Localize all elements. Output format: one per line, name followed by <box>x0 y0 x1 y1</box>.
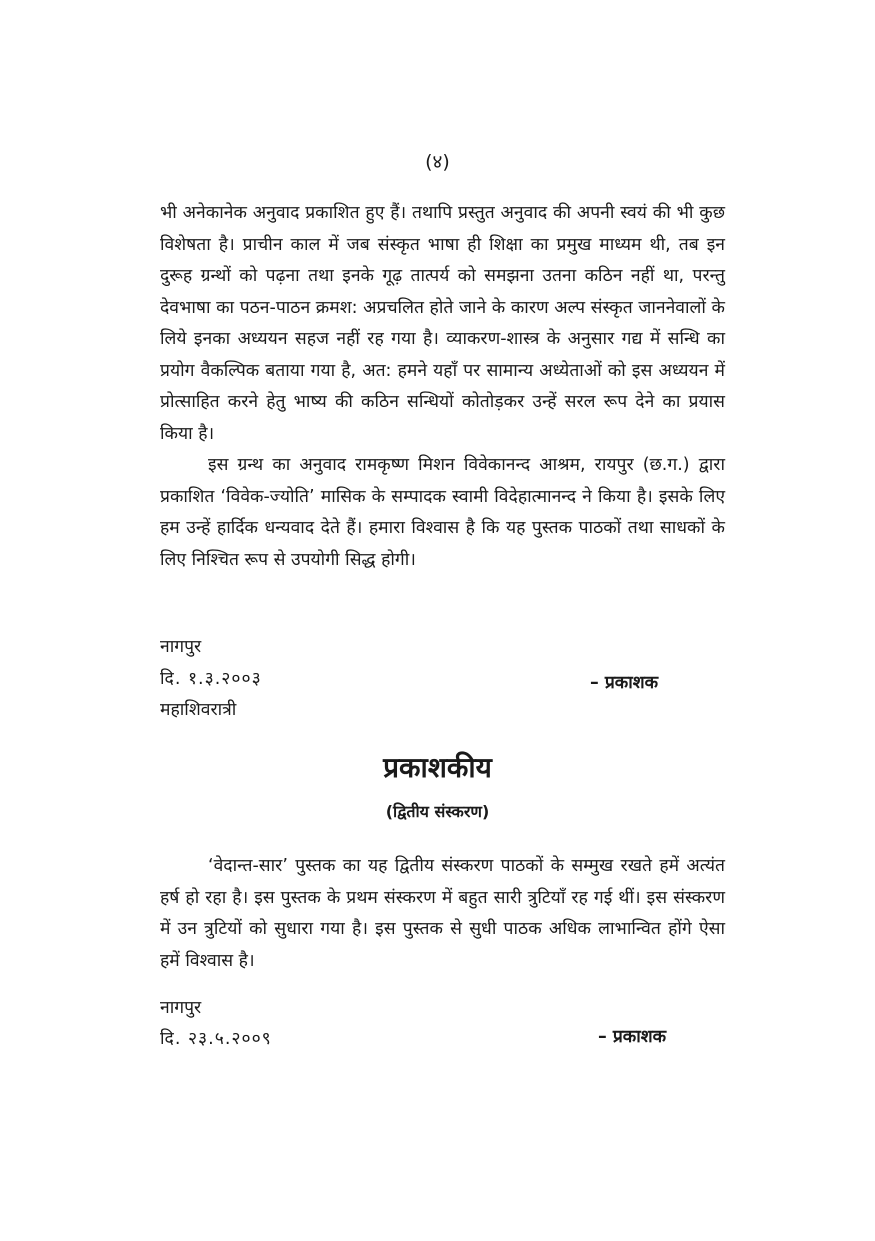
section-1-paragraph-1: भी अनेकानेक अनुवाद प्रकाशित हुए हैं। तथापि प्रस्तुत अनुवाद की अपनी स्वयं की भी कुछ विशेषता है। प्राचीन काल में जब संस्कृत भाषा ही शिक्षा का प्रमुख माध्यम थी, तब इन दुरूह ग्रन्थों को पढ़ना तथा इनके गूढ़ तात्पर्य को समझना उतना कठिन नहीं था, परन्तु देवभाषा का पठन-पाठन क्रमश: अप्रचलित होते जाने के कारण अल्प संस्कृत जाननेवालों के लिये इनका अध्ययन सहज नहीं रह गया है। व्याकरण-शास्त्र के अनुसार गद्य में सन्धि का प्रयोग वैकल्पिक बताया गया है, अत: हमने यहाँ पर सामान्य अध्येताओं को इस अध्ययन में प्रोत्साहित करने हेतु भाष्य की कठिन सन्धियों कोतोड़कर उन्हें सरल रूप देने का प्रयास किया है। <box>160 203 725 444</box>
section-2-body <box>160 851 725 977</box>
section-1-date: दि. १.३.२००३ <box>160 669 262 689</box>
section-2-place: नागपुर <box>160 998 202 1018</box>
section-1-place: नागपुर <box>160 637 202 657</box>
section-2-paragraph: ‘वेदान्त-सार’ पुस्तक का यह द्वितीय संस्करण पाठकों के सम्मुख रखते हमें अत्यंत हर्ष हो रहा है। इस पुस्तक के प्रथम संस्करण में बहुत सारी त्रुटियाँ रह गई थीं। इस संस्करण में उन त्रुटियों को सुधारा गया है। इस पुस्तक से सुधी पाठक अधिक लाभान्वित होंगे ऐसा हमें विश्वास है। <box>160 856 725 971</box>
section-2-publisher-signature: – प्रकाशक <box>598 1027 667 1047</box>
section-1-occasion: महाशिवरात्री <box>160 700 237 720</box>
section-2-title: प्रकाशकीय <box>383 751 492 784</box>
page-number: (४) <box>425 151 450 173</box>
section-1-publisher-signature: – प्रकाशक <box>590 673 659 693</box>
section-1-paragraph-2: इस ग्रन्थ का अनुवाद रामकृष्ण मिशन विवेकानन्द आश्रम, रायपुर (छ.ग.) द्वारा प्रकाशित ‘विवेक-ज्योति’ मासिक के सम्पादक स्वामी विदेहात्मानन्द ने किया है। इसके लिए हम उन्हें हार्दिक धन्यवाद देते हैं। हमारा विश्वास है कि यह पुस्तक पाठकों तथा साधकों के लिए निश्चित रूप से उपयोगी सिद्ध होगी। <box>160 455 725 570</box>
section-1-body <box>160 198 725 576</box>
section-2-subtitle: (द्वितीय संस्करण) <box>385 802 490 821</box>
section-2-date: दि. २३.५.२००९ <box>160 1029 272 1049</box>
